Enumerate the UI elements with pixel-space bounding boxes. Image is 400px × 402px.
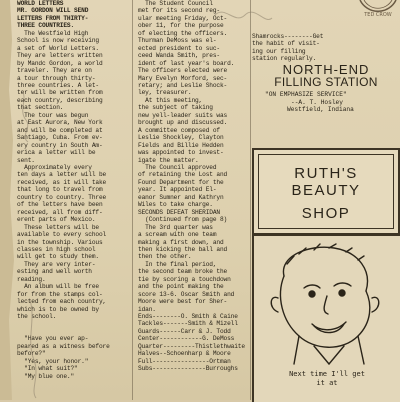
text-line: Santiago, Cuba. From ev- (17, 134, 103, 142)
text-line: (Continued from page 8) (145, 216, 228, 224)
text-line: The 3rd quarter was (145, 223, 213, 231)
text-line: The officers elected were (138, 67, 228, 75)
ruth-line-1: RUTH'S BEAUTY (291, 165, 361, 199)
text-line: Mary Evelyn Morford, sec- (138, 74, 228, 82)
text-line: retary; and Leslie Shock- (138, 81, 228, 89)
text-line: They are very inter- (24, 260, 96, 268)
text-line: esting and well worth (17, 268, 92, 276)
text-line: station regularly. (252, 55, 317, 63)
text-line: year. It appointed El- (138, 186, 217, 194)
text-line: Subs---------------Burroughs (138, 365, 238, 373)
text-line: by Mandc Gordon, a world (17, 59, 103, 67)
text-line: In the final period, (145, 260, 217, 268)
text-line: At this meeting, (145, 96, 203, 104)
text-line: erica a letter will be (17, 149, 96, 157)
text-line: Found Department for the (138, 178, 224, 186)
text-line: ular meeting Friday, Oct- (138, 14, 228, 22)
text-line: Wiles to take charge. (138, 201, 213, 209)
text-line: of electing the officers. (138, 29, 228, 37)
text-line: that section. (17, 104, 64, 112)
text-line: then the other. (138, 253, 192, 261)
cartoon-caption: Next time I'll get it at (289, 370, 365, 387)
text-line: An album will be free (24, 283, 99, 291)
text-line: School is now receiving (17, 37, 99, 45)
text-line: Moore were best for Sher- (138, 298, 228, 306)
text-line: a scream with one team (138, 231, 217, 239)
text-line: the school. (17, 313, 57, 321)
ruth-line-2: SHOP (301, 205, 351, 222)
north-end-slogan: "ON EMPHASIZE SERVICE" (265, 91, 347, 98)
text-line: a tour through thirty- (17, 74, 96, 82)
text-line: was appointed to invest- (138, 149, 224, 157)
text-line: Leslie Shockley, Clayton (138, 134, 224, 142)
text-line: Guards------Carr & J. Todd (138, 327, 231, 335)
north-end-name: NORTH-END (282, 62, 370, 77)
text-line: before?" (17, 350, 46, 358)
text-line: lected from each country, (17, 298, 107, 306)
text-line: ter will be written from (17, 89, 103, 97)
text-line: ected president to suc- (138, 44, 220, 52)
text-line: igate the matter. (138, 156, 199, 164)
text-line: Fields and Billie Hedden (138, 141, 224, 149)
text-line: each country, describing (17, 96, 103, 104)
text-line: The Student Council (145, 0, 213, 7)
text-line: ley, treasurer. (138, 89, 192, 97)
text-line: at East Aurora, New York (17, 119, 103, 127)
text-line: and the point making the (138, 283, 224, 291)
text-line: then kicking the ball and (138, 245, 228, 253)
text-line: Approximately every (24, 163, 92, 171)
north-end-place: Westfield, Indiana (287, 106, 354, 113)
text-line: the second team broke the (138, 268, 228, 276)
text-line: ery country in South Am- (17, 141, 103, 149)
text-line: "Have you ever ap- (24, 335, 89, 343)
text-line: idan. (138, 305, 156, 313)
text-line: the habit of visit- (252, 40, 320, 48)
text-line: ceed Wanda Smith, pres- (138, 52, 220, 60)
text-line: These letters will be (24, 223, 99, 231)
text-line: received, as it will take (17, 178, 107, 186)
text-line: Thurman DeMoss was el- (138, 37, 217, 45)
north-end-owner: --A. T. Hosley (291, 98, 343, 106)
text-line: tie by scoring a touchdown (138, 275, 231, 283)
text-line: new yell-leader suits was (138, 111, 228, 119)
text-line: sent. (17, 156, 35, 164)
text-line: of retaining the Lost and (138, 171, 228, 179)
text-line: the subject of taking (138, 104, 213, 112)
text-line: score 13-6. Oscar Smith and (138, 290, 235, 298)
text-line: They are letters written (17, 52, 103, 60)
text-line: Ends--------O. Smith & Caine (138, 313, 238, 321)
text-line: "Yes, your honor." (24, 357, 89, 365)
text-line: The Council approved (145, 163, 217, 171)
text-line: making a first down, and (138, 238, 224, 246)
text-line: SECONDS DEFEAT SHERIDAN (138, 208, 220, 216)
text-line: The Westfield High (24, 29, 89, 37)
text-line: traveler. They are on (17, 67, 92, 75)
text-line: ing our filling (252, 47, 306, 55)
text-line: "In what suit?" (24, 365, 78, 373)
text-line: reading. (17, 275, 46, 283)
text-line: ober 11, for the purpose (138, 22, 224, 30)
text-line: "My blue one." (24, 372, 75, 380)
text-line: peared as a witness before (17, 342, 110, 350)
text-line: country to country. Three (17, 193, 107, 201)
text-line: three countries. A let- (17, 81, 99, 89)
text-line: The tour was begun (24, 111, 89, 119)
text-line: ident of last year's board. (138, 59, 235, 67)
text-line: in the township. Various (17, 238, 103, 246)
article-headline: WORLD LETTERS MR. GORDON WILL SEND LETTERS FROM THIRTY- THREE COUNTRIES. (17, 0, 89, 30)
stamp-text: TED CROW (364, 12, 392, 18)
text-line: met for its second reg- (138, 7, 220, 15)
text-line: available to every school (17, 231, 107, 239)
text-line: Shamrocks--------Get (252, 33, 324, 40)
text-line: Halves--Schoenharp & Moore (138, 350, 231, 358)
text-line: ten days a letter will be (17, 171, 107, 179)
text-line: and will be completed at (17, 126, 103, 134)
text-line: Center------------G. DeMoss (138, 335, 235, 343)
text-line: brought up and discussed. (138, 119, 228, 127)
text-line: that long to travel from (17, 186, 103, 194)
text-line: classes in high school (17, 245, 96, 253)
text-line: received, all from diff- (17, 208, 103, 216)
text-line: will get to study them. (17, 253, 99, 261)
text-line: which is to be owned by (17, 305, 99, 313)
text-line: of the letters have been (17, 201, 103, 209)
text-line: erent parts of Mexico. (17, 216, 96, 224)
text-line: eanor Sumner and Kathryn (138, 193, 224, 201)
text-line: a set of World Letters. (17, 44, 99, 52)
text-line: for from the stamps col- (17, 290, 103, 298)
text-line: Full----------------Ortman (138, 357, 231, 365)
text-line: A committee composed of (138, 126, 220, 134)
text-line: Tackles-------Smith & Mizell (138, 320, 238, 328)
text-line: Quarter---------Thistlethwaite (138, 342, 245, 350)
north-end-sub: FILLING STATION (274, 75, 378, 89)
